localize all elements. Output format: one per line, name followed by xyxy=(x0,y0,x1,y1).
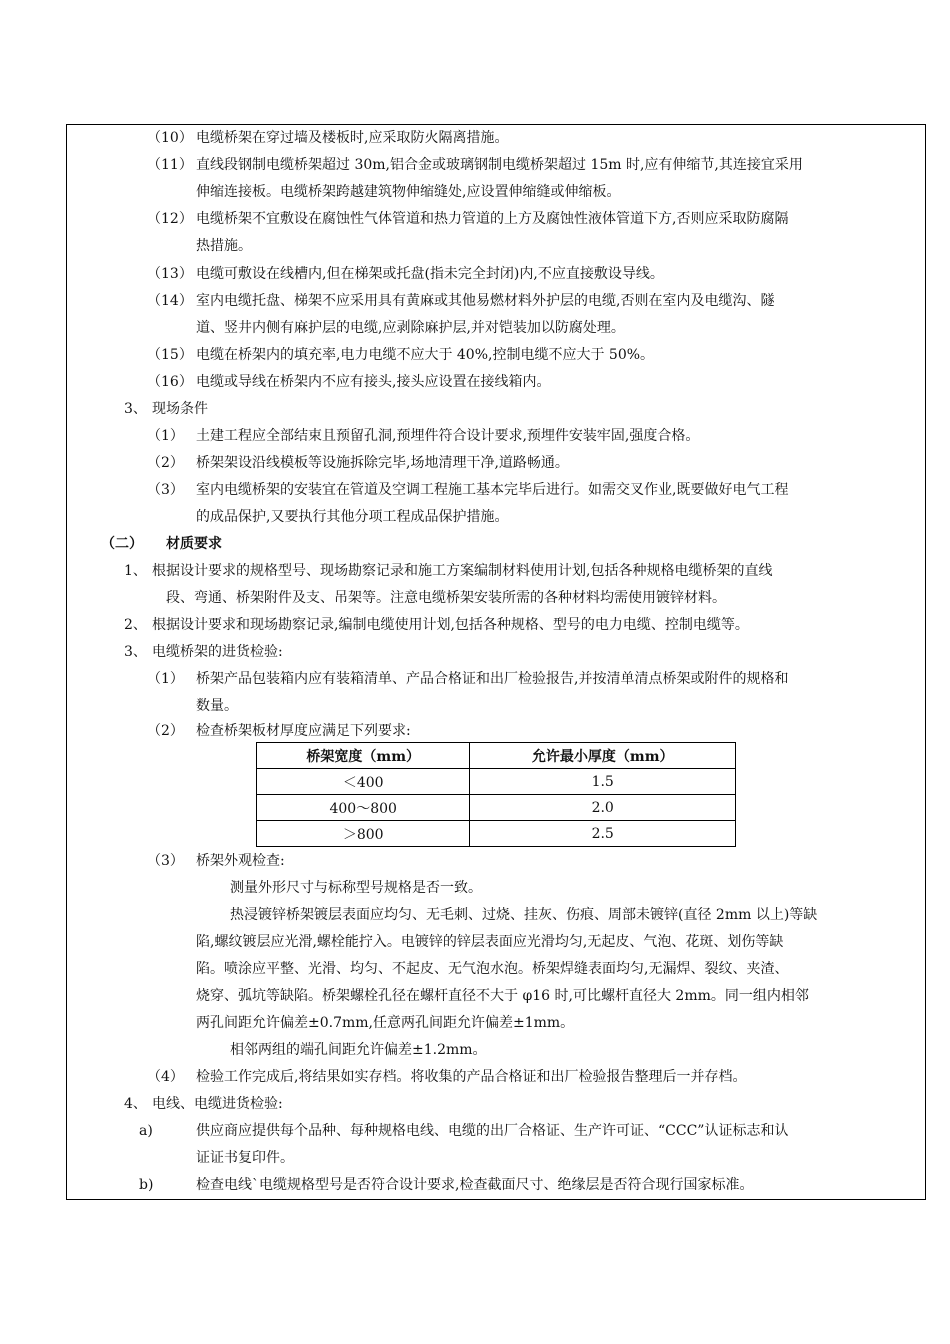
cond-3-num: （3） xyxy=(147,482,184,498)
item-15-line-1: 电缆在桥架内的填充率,电力电缆不应大于 40%,控制电缆不应大于 50%。 xyxy=(196,347,655,363)
item-11-num: （11） xyxy=(147,157,193,173)
table-cell: 400～800 xyxy=(257,795,470,821)
cond-3-line-1: 室内电缆桥架的安装宜在管道及空调工程施工基本完毕后进行。如需交叉作业,既要做好电气工程 xyxy=(196,482,789,498)
m3-1-num: （1） xyxy=(147,671,184,687)
m3-3-title: 桥架外观检查: xyxy=(196,853,285,869)
m4-a-num: a) xyxy=(139,1123,153,1139)
thickness-table xyxy=(256,742,736,847)
cond-2-num: （2） xyxy=(147,455,184,471)
inspect-line-1: 测量外形尺寸与标称型号规格是否一致。 xyxy=(230,880,482,896)
item-16-num: （16） xyxy=(147,374,193,390)
m3-2-num: （2） xyxy=(147,723,184,739)
m2-num: 2、 xyxy=(124,617,147,633)
m3-3-num: （3） xyxy=(147,853,184,869)
table-cell: 2.5 xyxy=(470,821,736,847)
m4-a-line-1: 供应商应提供每个品种、每种规格电线、电缆的出厂合格证、生产许可证、“CCC”认证标志和认 xyxy=(196,1123,789,1139)
m4-b-line-1: 检查电线`电缆规格型号是否符合设计要求,检查截面尺寸、绝缘层是否符合现行国家标准。 xyxy=(196,1177,754,1193)
m4-num: 4、 xyxy=(124,1096,147,1112)
m1-line-1: 根据设计要求的规格型号、现场勘察记录和施工方案编制材料使用计划,包括各种规格电缆桥架的直线 xyxy=(152,563,773,579)
m3-2-line-1: 检查桥架板材厚度应满足下列要求: xyxy=(196,723,411,739)
m3-1-line-1: 桥架产品包装箱内应有装箱清单、产品合格证和出厂检验报告,并按清单清点桥架或附件的规格和 xyxy=(196,671,789,687)
table-cell: 1.5 xyxy=(470,769,736,795)
item-11-line-1: 直线段钢制电缆桥架超过 30m,铝合金或玻璃钢制电缆桥架超过 15m 时,应有伸缩节,其连接宜采用 xyxy=(196,157,803,173)
item-14-num: （14） xyxy=(147,293,193,309)
item-10-line-1: 电缆桥架在穿过墙及楼板时,应采取防火隔离措施。 xyxy=(196,130,509,146)
m3-num: 3、 xyxy=(124,644,147,660)
table-cell: ＜400 xyxy=(257,769,470,795)
m4-a-line-2: 证证书复印件。 xyxy=(196,1150,294,1166)
table-row xyxy=(257,769,736,795)
section3-title: 现场条件 xyxy=(152,401,208,417)
m3-1-line-2: 数量。 xyxy=(196,698,238,714)
m2-line-1: 根据设计要求和现场勘察记录,编制电缆使用计划,包括各种规格、型号的电力电缆、控制电缆等。 xyxy=(152,617,749,633)
m3-4-num: （4） xyxy=(147,1069,184,1085)
m1-line-2: 段、弯通、桥架附件及支、吊架等。注意电缆桥架安装所需的各种材料均需使用镀锌材料。 xyxy=(166,590,726,606)
m4-line-1: 电线、电缆进货检验: xyxy=(152,1096,283,1112)
item-13-num: （13） xyxy=(147,266,193,282)
inspect-line-4: 陷。喷涂应平整、光滑、均匀、不起皮、无气泡水泡。桥架焊缝表面均匀,无漏焊、裂纹、夹渣、 xyxy=(196,961,789,977)
m3-line-1: 电缆桥架的进货检验: xyxy=(152,644,283,660)
table-cell: 2.0 xyxy=(470,795,736,821)
table-cell: ＞800 xyxy=(257,821,470,847)
item-15-num: （15） xyxy=(147,347,193,363)
item-16-line-1: 电缆或导线在桥架内不应有接头,接头应设置在接线箱内。 xyxy=(196,374,551,390)
item-12-line-2: 热措施。 xyxy=(196,238,252,254)
inspect-line-6: 两孔间距允许偏差±0.7mm,任意两孔间距允许偏差±1mm。 xyxy=(196,1015,575,1031)
m4-b-num: b) xyxy=(139,1177,154,1193)
document-frame xyxy=(66,124,926,1200)
part2-title: 材质要求 xyxy=(166,536,222,552)
table-header-thickness: 允许最小厚度（mm） xyxy=(470,743,736,769)
item-12-line-1: 电缆桥架不宜敷设在腐蚀性气体管道和热力管道的上方及腐蚀性液体管道下方,否则应采取防腐隔 xyxy=(196,211,789,227)
item-12-num: （12） xyxy=(147,211,193,227)
inspect-line-7: 相邻两组的端孔间距允许偏差±1.2mm。 xyxy=(230,1042,487,1058)
cond-3-line-2: 的成品保护,又要执行其他分项工程成品保护措施。 xyxy=(196,509,509,525)
item-13-line-1: 电缆可敷设在线槽内,但在梯架或托盘(指未完全封闭)内,不应直接敷设导线。 xyxy=(196,266,664,282)
inspect-line-2: 热浸镀锌桥架镀层表面应均匀、无毛刺、过烧、挂灰、伤痕、周部未镀锌(直径 2mm 以上)等缺 xyxy=(230,907,818,923)
cond-1-num: （1） xyxy=(147,428,184,444)
inspect-line-3: 陷,螺纹镀层应光滑,螺栓能拧入。电镀锌的锌层表面应光滑均匀,无起皮、气泡、花斑、划伤等缺 xyxy=(196,934,784,950)
cond-1-line-1: 土建工程应全部结束且预留孔洞,预埋件符合设计要求,预埋件安装牢固,强度合格。 xyxy=(196,428,700,444)
item-11-line-2: 伸缩连接板。电缆桥架跨越建筑物伸缩缝处,应设置伸缩缝或伸缩板。 xyxy=(196,184,621,200)
cond-2-line-1: 桥架架设沿线模板等设施拆除完毕,场地清理干净,道路畅通。 xyxy=(196,455,569,471)
part2-num: （二） xyxy=(101,536,143,552)
item-14-line-2: 道、竖井内侧有麻护层的电缆,应剥除麻护层,并对铠装加以防腐处理。 xyxy=(196,320,625,336)
m3-4-line-1: 检验工作完成后,将结果如实存档。将收集的产品合格证和出厂检验报告整理后一并存档。 xyxy=(196,1069,747,1085)
table-header-row xyxy=(257,743,736,769)
item-10-num: （10） xyxy=(147,130,193,146)
inspect-line-5: 烧穿、弧坑等缺陷。桥架螺栓孔径在螺杆直径不大于 φ16 时,可比螺杆直径大 2mm。同一组内相邻 xyxy=(196,988,809,1004)
m1-num: 1、 xyxy=(124,563,147,579)
section3-num: 3、 xyxy=(124,401,147,417)
table-row xyxy=(257,795,736,821)
table-header-width: 桥架宽度（mm） xyxy=(257,743,470,769)
table-row xyxy=(257,821,736,847)
item-14-line-1: 室内电缆托盘、梯架不应采用具有黄麻或其他易燃材料外护层的电缆,否则在室内及电缆沟、隧 xyxy=(196,293,775,309)
